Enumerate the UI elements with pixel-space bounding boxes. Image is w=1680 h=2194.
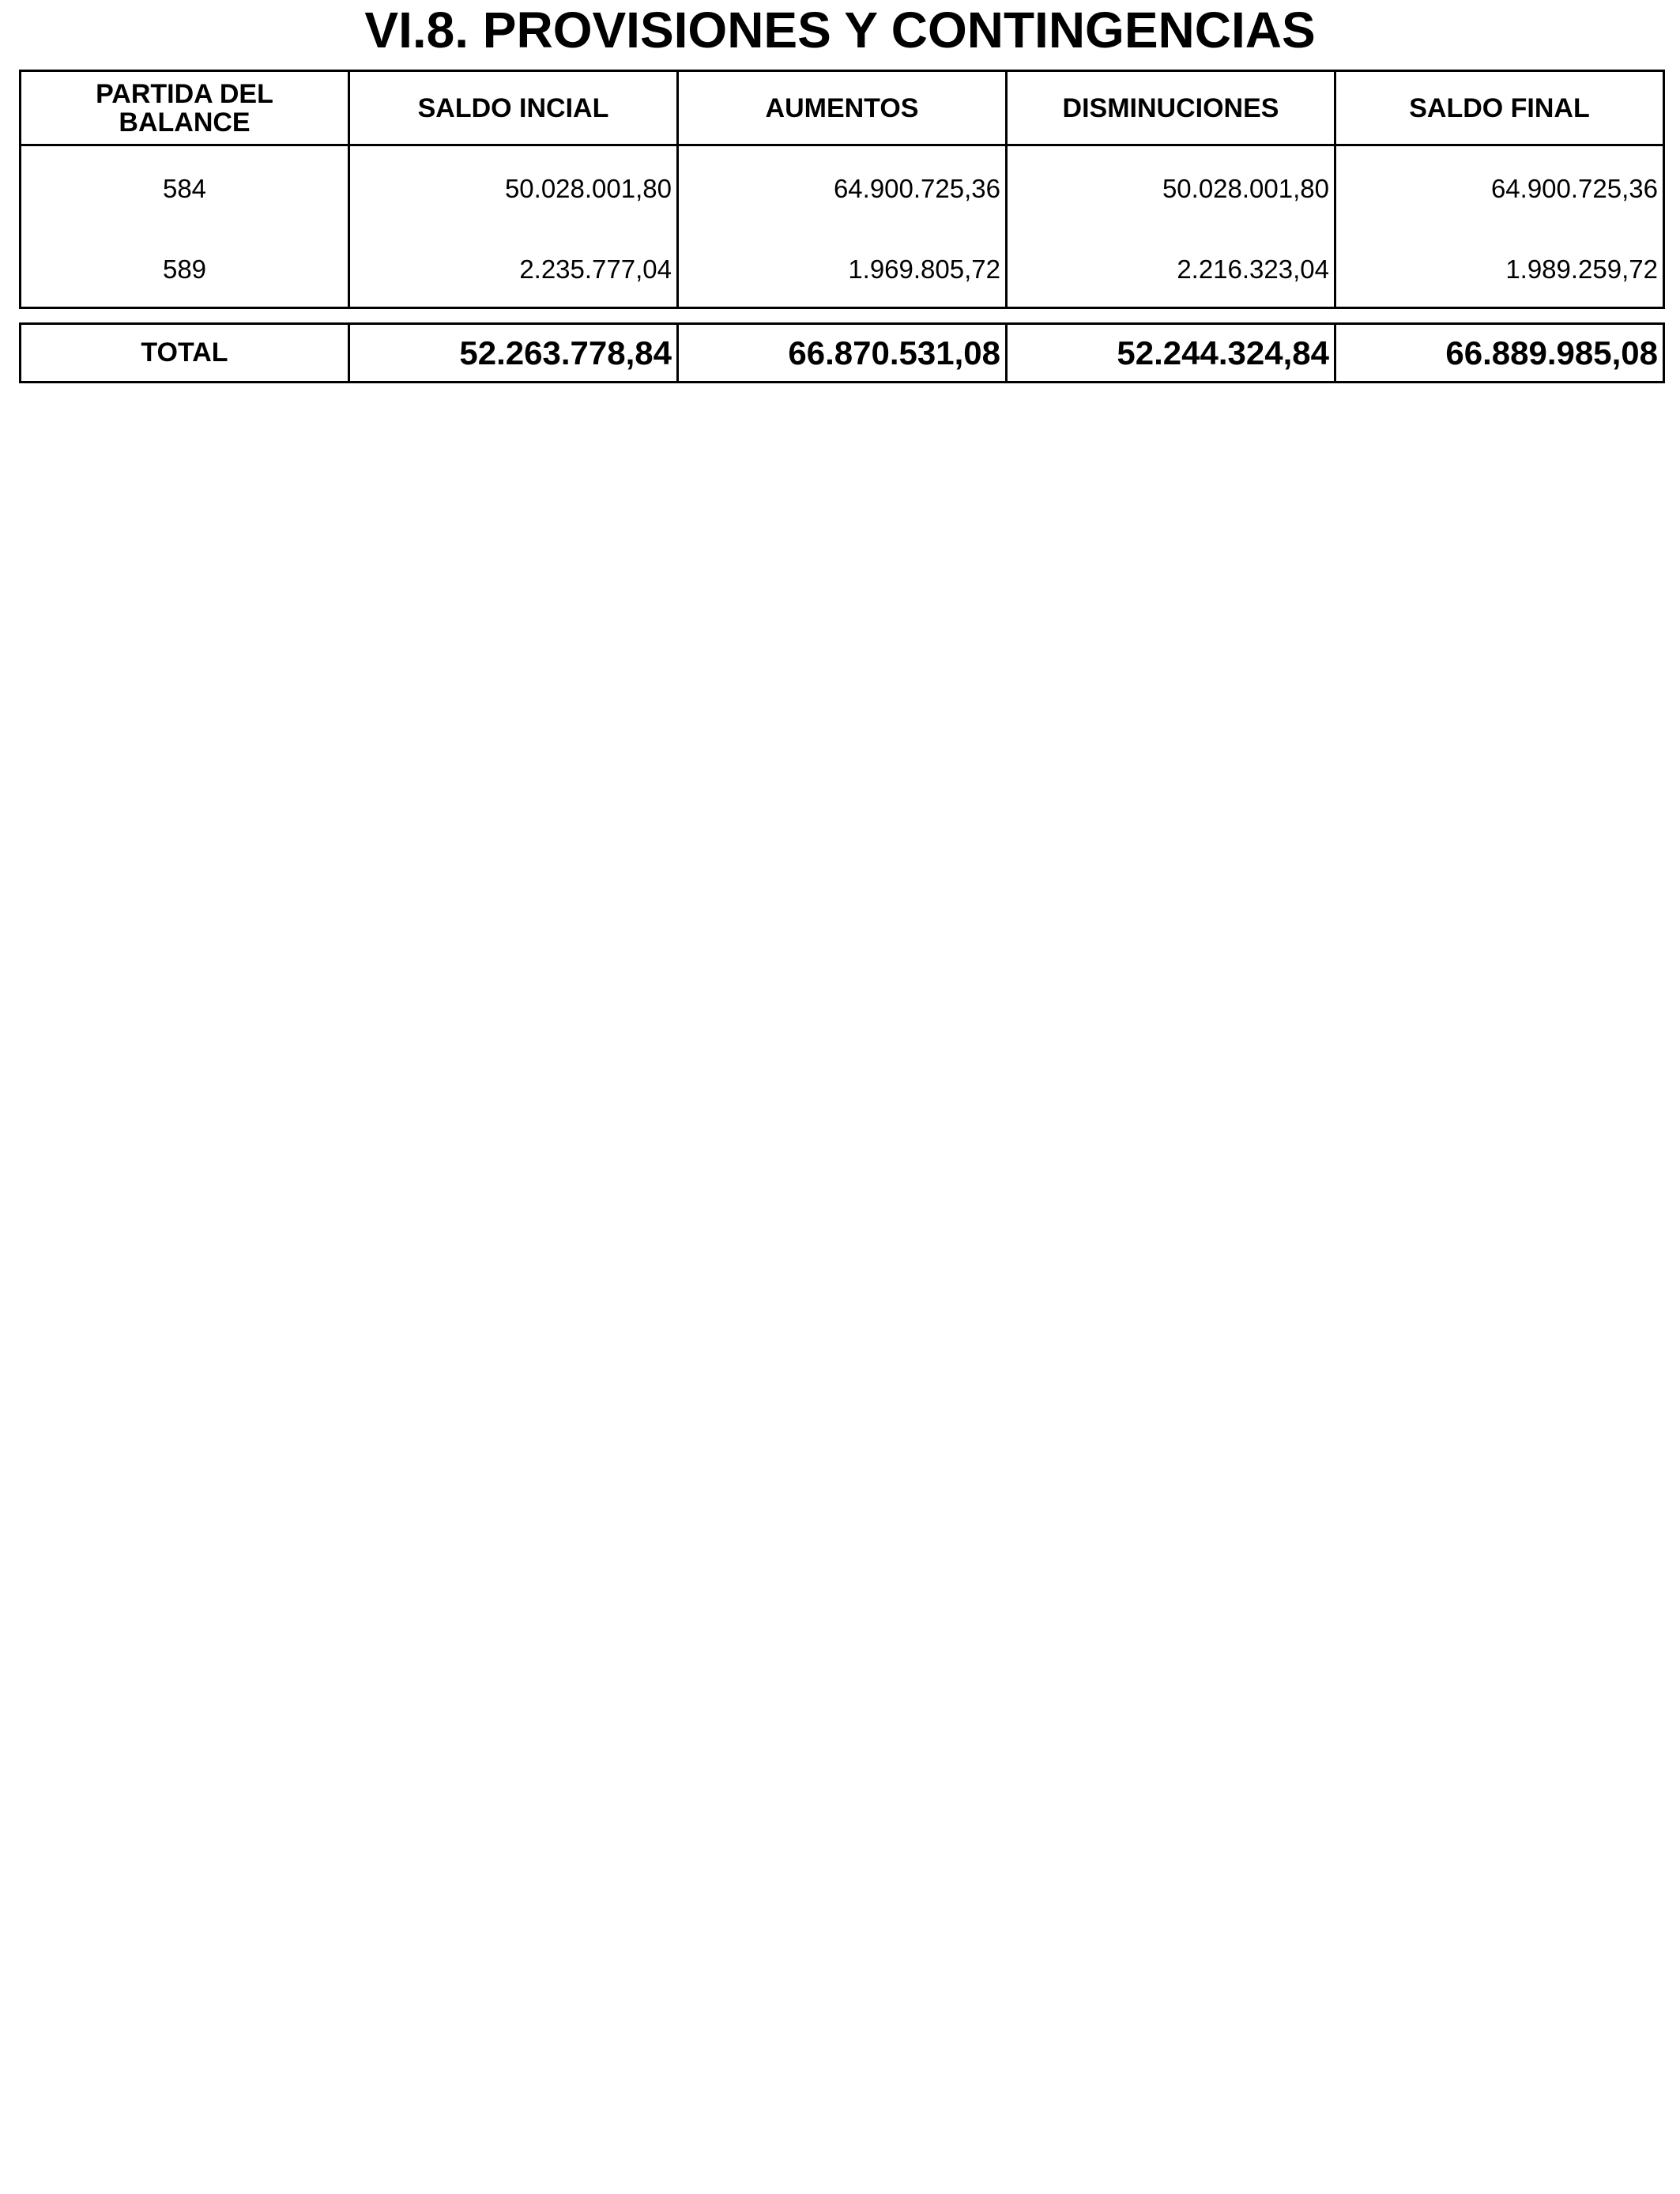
row-disminuciones: 50.028.001,80 xyxy=(1007,145,1335,232)
provisions-table xyxy=(19,70,1665,309)
header-saldo-final: SALDO FINAL xyxy=(1335,71,1664,145)
row-code: 584 xyxy=(21,145,349,232)
total-row xyxy=(21,324,1664,383)
header-aumentos: AUMENTOS xyxy=(678,71,1007,145)
header-disminuciones: DISMINUCIONES xyxy=(1007,71,1335,145)
row-saldo-inicial: 2.235.777,04 xyxy=(349,232,678,308)
row-saldo-final: 64.900.725,36 xyxy=(1335,145,1664,232)
total-label: TOTAL xyxy=(21,324,349,383)
row-saldo-final: 1.989.259,72 xyxy=(1335,232,1664,308)
total-saldo-inicial: 52.263.778,84 xyxy=(349,324,678,383)
row-saldo-inicial: 50.028.001,80 xyxy=(349,145,678,232)
total-table xyxy=(19,322,1665,383)
header-saldo-inicial: SALDO INCIAL xyxy=(349,71,678,145)
row-aumentos: 64.900.725,36 xyxy=(678,145,1007,232)
total-disminuciones: 52.244.324,84 xyxy=(1007,324,1335,383)
row-aumentos: 1.969.805,72 xyxy=(678,232,1007,308)
table-row xyxy=(21,145,1664,232)
header-partida-del-balance: PARTIDA DEL BALANCE xyxy=(21,71,349,145)
row-disminuciones: 2.216.323,04 xyxy=(1007,232,1335,308)
total-saldo-final: 66.889.985,08 xyxy=(1335,324,1664,383)
total-aumentos: 66.870.531,08 xyxy=(678,324,1007,383)
row-code: 589 xyxy=(21,232,349,308)
table-header-row xyxy=(21,71,1664,145)
page-title: VI.8. PROVISIONES Y CONTINGENCIAS xyxy=(364,2,1316,58)
table-row xyxy=(21,232,1664,308)
